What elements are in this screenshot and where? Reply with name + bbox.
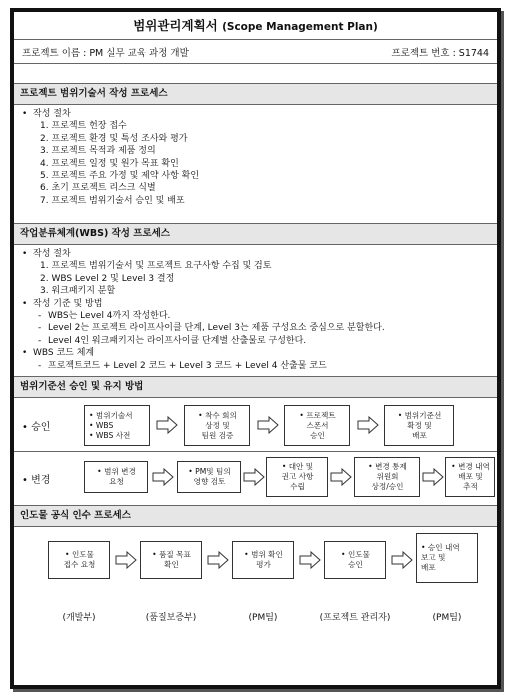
project-name: 프로젝트 이름 : PM 실무 교육 과정 개발 — [22, 47, 189, 59]
flow-box-scope-docs — [84, 405, 150, 446]
change-label: • 변경 — [22, 475, 51, 486]
section-wbs-body — [14, 245, 497, 377]
box-line: 추적 — [463, 482, 478, 491]
scope-management-plan-document — [10, 8, 501, 689]
flow-box-change-request — [84, 461, 148, 493]
procedure-title: 작성 절차 — [33, 109, 71, 119]
box-line: 승인 — [310, 430, 325, 440]
document-title — [14, 12, 497, 40]
flow-box-report-distribution — [416, 533, 478, 583]
box-line: • 범위 변경 — [97, 467, 136, 476]
code-title: WBS 코드 체계 — [33, 348, 95, 359]
arrow-right-icon — [257, 416, 279, 434]
list-item: 1. 프로젝트 헌장 접수 — [40, 121, 127, 132]
bullet: • — [22, 109, 28, 119]
arrow-right-icon — [207, 551, 229, 569]
box-line: • 프로젝트 — [299, 410, 336, 420]
list-item — [22, 322, 491, 334]
box-line: 확인 — [164, 560, 179, 569]
section-baseline-heading: 범위기준선 승인 및 유지 방법 — [14, 377, 497, 398]
flow-box-ccb-approval — [354, 457, 420, 497]
flow-box-alternatives — [266, 457, 328, 497]
blank-row — [14, 64, 497, 84]
box-line: • 착수 회의 — [198, 410, 237, 420]
box-line: • PM및 팀의 — [188, 467, 231, 476]
bullet: • — [22, 348, 28, 359]
box-line: • 범위기술서 — [89, 410, 133, 420]
arrow-right-icon — [299, 551, 321, 569]
flow-box-baseline-release — [384, 405, 454, 446]
list-item — [22, 248, 491, 260]
acceptance-flow — [14, 527, 497, 629]
box-line: 배포 — [412, 430, 427, 440]
criteria-title: 작성 기준 및 방법 — [33, 298, 103, 309]
department-label: (PM팀) — [248, 613, 278, 623]
dash: - — [38, 311, 42, 322]
box-line: 스폰서 — [306, 420, 329, 430]
box-line: • 범위 확인 — [244, 550, 283, 559]
box-line: • 범위기준선 — [397, 410, 442, 420]
section-acceptance-heading: 인도물 공식 인수 프로세스 — [14, 506, 497, 527]
box-line: • 승인 내역 — [421, 543, 460, 552]
code-text: 프로젝트코드 + Level 2 코드 + Level 3 코드 + Level 4 산출물 코드 — [48, 360, 327, 371]
department-label: (개발부) — [62, 613, 96, 623]
arrow-right-icon — [391, 551, 413, 569]
flow-box-quality-check — [140, 541, 202, 579]
list-item — [22, 310, 491, 322]
box-line: • 인도물 — [341, 550, 370, 559]
dash: - — [38, 360, 42, 371]
box-line: 접수 요청 — [63, 560, 96, 569]
box-line: • 변경 내역 — [451, 462, 490, 471]
list-item: 3. 프로젝트 목적과 제품 정의 — [40, 146, 156, 157]
arrow-right-icon — [330, 468, 352, 486]
box-line: 위원회 — [376, 472, 399, 481]
list-item — [22, 298, 491, 310]
box-line: 요청 — [109, 477, 124, 486]
list-item: 5. 프로젝트 주요 가정 및 제약 사항 확인 — [40, 171, 200, 182]
criteria-text: WBS는 Level 4까지 작성한다. — [48, 311, 171, 322]
bullet: • — [22, 249, 28, 259]
flow-box-scope-verification — [232, 541, 294, 579]
flow-box-deliverable-approval — [324, 541, 386, 579]
arrow-right-icon — [152, 468, 174, 486]
box-line: • 인도물 — [65, 550, 94, 559]
box-line: 배포 — [421, 563, 436, 572]
section-scope-statement-heading: 프로젝트 범위기술서 작성 프로세스 — [14, 84, 497, 105]
department-label: (품질보증부) — [145, 613, 197, 623]
box-line: 승인 — [348, 560, 363, 569]
flow-box-deliverable-request — [48, 541, 110, 579]
criteria-text: Level 2는 프로젝트 라이프사이클 단계, Level 3는 제품 구성요소 중심으로 분할한다. — [48, 323, 385, 334]
list-item: 6. 초기 프로젝트 리스크 식별 — [40, 183, 156, 194]
procedure-title: 작성 절차 — [33, 249, 71, 259]
box-line: • 대안 및 — [281, 462, 314, 471]
change-flow-row — [14, 452, 497, 506]
box-line: • WBS — [89, 420, 114, 430]
bullet: • — [22, 298, 28, 309]
list-item: 4. 프로젝트 일정 및 원가 목표 확인 — [40, 158, 179, 169]
project-info-row — [14, 40, 497, 64]
list-item: 2. 프로젝트 환경 및 특성 조사와 평가 — [40, 133, 188, 144]
box-line: 영향 검토 — [193, 477, 226, 486]
box-line: 수립 — [290, 482, 305, 491]
flow-box-impact-review — [177, 461, 241, 493]
section-wbs-heading: 작업분류체계(WBS) 작성 프로세스 — [14, 224, 497, 245]
department-label: (PM팀) — [432, 613, 462, 623]
project-number: 프로젝트 번호 : S1744 — [391, 47, 489, 59]
flow-box-sponsor-approval — [284, 405, 350, 446]
department-label: (프로젝트 관리자) — [319, 613, 391, 623]
flow-box-change-tracking — [445, 457, 495, 497]
box-line: 배포 및 — [458, 472, 483, 481]
box-line: 확정 및 — [407, 420, 432, 430]
list-item: 7. 프로젝트 범위기술서 승인 및 배포 — [40, 195, 185, 206]
arrow-right-icon — [156, 416, 178, 434]
approval-flow-row — [14, 398, 497, 452]
list-item: 2. WBS Level 2 및 Level 3 결정 — [40, 273, 175, 284]
box-line: 팀원 검증 — [201, 430, 234, 440]
box-line: • 변경 통제 — [368, 462, 407, 471]
list-item: 3. 워크패키지 분할 — [40, 286, 116, 297]
list-item: 1. 프로젝트 범위기술서 및 프로젝트 요구사항 수집 및 검토 — [40, 261, 272, 272]
box-line: • WBS 사전 — [89, 430, 131, 440]
box-line: 상정 및 — [205, 420, 230, 430]
title-korean: 범위관리계획서 — [133, 18, 218, 33]
dash: - — [38, 335, 42, 346]
arrow-right-icon — [422, 468, 444, 486]
list-item — [22, 335, 491, 347]
list-item — [22, 108, 491, 120]
flow-box-kickoff — [184, 405, 250, 446]
box-line: 권고 사항 — [281, 472, 314, 481]
dash: - — [38, 323, 42, 334]
box-line: 평가 — [256, 560, 271, 569]
box-line: • 품질 목표 — [152, 550, 191, 559]
box-line: 상정/승인 — [371, 482, 404, 491]
list-item — [22, 360, 491, 372]
criteria-text: Level 4인 워크패키지는 라이프사이클 단계별 산출물로 구성한다. — [48, 335, 307, 346]
approval-label: • 승인 — [22, 422, 51, 433]
title-english: (Scope Management Plan) — [222, 21, 378, 33]
arrow-right-icon — [115, 551, 137, 569]
arrow-right-icon — [243, 468, 265, 486]
arrow-right-icon — [357, 416, 379, 434]
list-item — [22, 347, 491, 359]
section-scope-statement-body — [14, 105, 497, 224]
box-line: 보고 및 — [421, 553, 446, 562]
